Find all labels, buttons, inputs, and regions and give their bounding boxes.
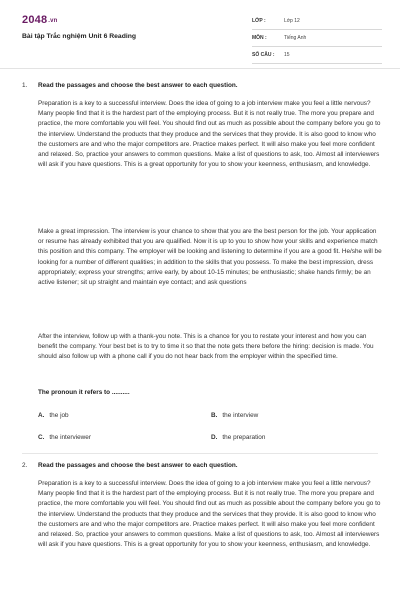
passage-paragraph: Preparation is a key to a successful interview. Does the idea of going to a job interview make you feel a little nervous? Many people find that it is the hardest part of the employing process. But it is not really true. The more you prepare and practice, the more comfortable you will feel. You should find out as much as possible about the company before you go to the interview. Understand the products that they produce and the services that they provide. It is also good to know who the customers are and who the major competitors are. Practice makes perfect. It will also make you feel more confident and relaxed. So, practice your answers to common questions. Make a list of questions to ask, too. Almost all interviewers will ask if you have questions. This is a great opportunity for you to show your keenness, enthusiasm, and knowledge. [38, 480, 381, 549]
option-letter: C. [38, 434, 45, 441]
meta-value: Lớp 12 [284, 18, 300, 24]
logo-suffix: .vn [48, 18, 58, 24]
question-instruction: Read the passages and choose the best answer to each question. [38, 82, 238, 89]
question-2 [22, 462, 382, 600]
meta-label: SỐ CÂU : [252, 52, 275, 58]
meta-row-class [252, 16, 382, 30]
option-b[interactable] [211, 412, 258, 419]
meta-info [252, 16, 382, 67]
option-c[interactable] [38, 434, 91, 441]
option-a[interactable] [38, 412, 69, 419]
meta-row-subject [252, 33, 382, 47]
passage-paragraph: After the interview, follow up with a thank-you note. This is a chance for you to restate your interest and how you can benefit the company. Your best bet is to try to time it so that the note gets there before the hiring: decision is made. You should also follow up with a phone call if you do not hear back from the employer within the specified time. [38, 333, 374, 361]
question-1 [22, 82, 382, 452]
meta-label: LỚP : [252, 18, 266, 24]
meta-row-count [252, 50, 382, 64]
option-text: the interview [222, 412, 259, 419]
option-letter: D. [211, 434, 218, 441]
question-number: 1. [22, 82, 28, 89]
question-instruction: Read the passages and choose the best answer to each question. [38, 462, 238, 469]
document-title: Bài tập Trắc nghiệm Unit 6 Reading [22, 33, 137, 40]
option-d[interactable] [211, 434, 265, 441]
meta-label: MÔN : [252, 35, 267, 41]
option-text: the job [49, 412, 69, 419]
option-letter: A. [38, 412, 45, 419]
passage-paragraph: Preparation is a key to a successful interview. Does the idea of going to a job interview make you feel a little nervous? Many people find that it is the hardest part of the employing process. But it is not really true. The more you prepare and practice, the more comfortable you will feel. You should find out as much as possible about the company before you go to the interview. Understand the products that they produce and the services that they provide. It is also good to know who the customers are and who the major competitors are. Practice makes perfect. It will also make you feel more confident and relaxed. So, practice your answers to common questions. Make a list of questions to ask, too. Almost all interviewers will ask if you have questions. This is a great opportunity for you to show your keenness, enthusiasm, and knowledge. [38, 100, 381, 169]
logo-text: 2048 [22, 14, 48, 26]
question-separator [22, 453, 378, 454]
option-text: the preparation [222, 434, 266, 441]
option-text: the interviewer [49, 434, 91, 441]
site-logo[interactable] [22, 14, 58, 26]
header-divider [0, 68, 400, 69]
option-letter: B. [211, 412, 218, 419]
meta-value: Tiếng Anh [284, 35, 307, 41]
page-header [0, 0, 400, 64]
question-prompt: The pronoun it refers to .......... [38, 389, 130, 396]
meta-value: 15 [284, 52, 290, 58]
passage-paragraph: Make a great impression. The interview is your chance to show that you are the best person for the job. Your application or resume has already exhibited that you are qualified. Now it is up to you to show how your skills and experience match this position and this company. The employer will be looking and listening to determine if you are a good fit. He/she will be looking for a number of different qualities; in addition to the skills that you possess. To make the best impression, dress appropriately; express your strengths; arrive early, by about 10-15 minutes; be enthusiastic; shake hands firmly; be an active listener; sit up straight and maintain eye contact; and ask questions [38, 228, 382, 287]
question-number: 2. [22, 462, 28, 469]
